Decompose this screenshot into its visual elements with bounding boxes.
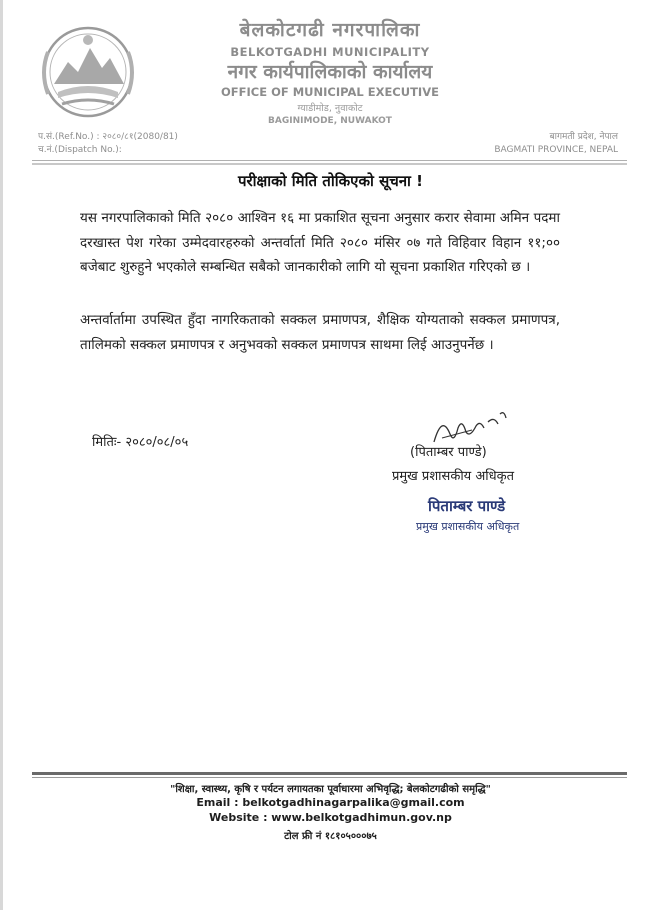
municipality-emblem-icon bbox=[38, 22, 138, 122]
footer-website: Website : www.belkotgadhimun.gov.np bbox=[209, 811, 452, 824]
header-divider bbox=[32, 160, 627, 161]
signatory-name: (पिताम्बर पाण्डे) bbox=[410, 445, 487, 460]
notice-subject: परीक्षाको मिति तोकिएको सूचना ! bbox=[237, 172, 424, 190]
footer-divider-secondary bbox=[32, 777, 627, 778]
province-english: BAGMATI PROVINCE, NEPAL bbox=[494, 145, 618, 155]
reference-block bbox=[38, 131, 178, 157]
header-divider-secondary bbox=[32, 163, 627, 165]
signatory-title: प्रमुख प्रशासकीय अधिकृत bbox=[392, 469, 515, 484]
ref-number: प.सं.(Ref.No.) : २०८०/८१(2080/81) bbox=[38, 132, 178, 142]
municipality-name-english: BELKOTGADHI MUNICIPALITY bbox=[230, 45, 430, 59]
notice-date: मितिः- २०८०/०८/०५ bbox=[92, 435, 189, 450]
footer-email: Email : belkotgadhinagarpalika@gmail.com bbox=[196, 796, 465, 809]
page-edge bbox=[0, 0, 3, 910]
stamp-name: पिताम्बर पाण्डे bbox=[428, 497, 506, 515]
office-name-nepali: नगर कार्यपालिकाको कार्यालय bbox=[227, 61, 433, 83]
notice-paragraph-1: यस नगरपालिकाको मिति २०८० आश्विन १६ मा प्रकाशित सूचना अनुसार करार सेवामा अमिन पदमा दरखास्त पेश गरेका उम्मेदवारहरुको अन्तर्वार्ता मिति २०८० मंसिर ०७ गते विहिवार विहान ११;०० बजेबाट शुरुहुने भएकोले सम्बन्धित सबैको जानकारीको लागि यो सूचना प्रकाशित गरिएको छ । bbox=[80, 210, 560, 275]
province-block bbox=[478, 131, 618, 157]
address-english: BAGINIMODE, NUWAKOT bbox=[268, 116, 392, 126]
province-nepali: बागमती प्रदेश, नेपाल bbox=[549, 132, 618, 142]
office-name-english: OFFICE OF MUNICIPAL EXECUTIVE bbox=[221, 85, 439, 99]
notice-paragraph-2: अन्तर्वार्तामा उपस्थित हुँदा नागरिकताको सक्कल प्रमाणपत्र, शैक्षिक योग्यताको सक्कल प्रमाणपत्र, तालिमको सक्कल प्रमाणपत्र र अनुभवको सक्कल प्रमाणपत्र साथमा लिई आउनुपर्नेछ । bbox=[80, 312, 560, 353]
stamp-title: प्रमुख प्रशासकीय अधिकृत bbox=[416, 520, 520, 533]
dispatch-number: च.नं.(Dispatch No.): bbox=[38, 145, 122, 155]
footer-toll-free: टोल फ्री नं १८१०५०००७५ bbox=[284, 831, 377, 842]
letterhead-title-block bbox=[180, 18, 480, 127]
address-nepali: ग्याडीमोड, नुवाकोट bbox=[297, 103, 363, 114]
footer-divider bbox=[32, 772, 627, 775]
municipality-name-nepali: बेलकोटगढी नगरपालिका bbox=[239, 19, 421, 41]
footer-motto: "शिक्षा, स्वास्थ्य, कृषि र पर्यटन लगायतका पूर्वाधारमा अभिवृद्धि; बेलकोटगढीको समृद्धि" bbox=[170, 784, 491, 795]
